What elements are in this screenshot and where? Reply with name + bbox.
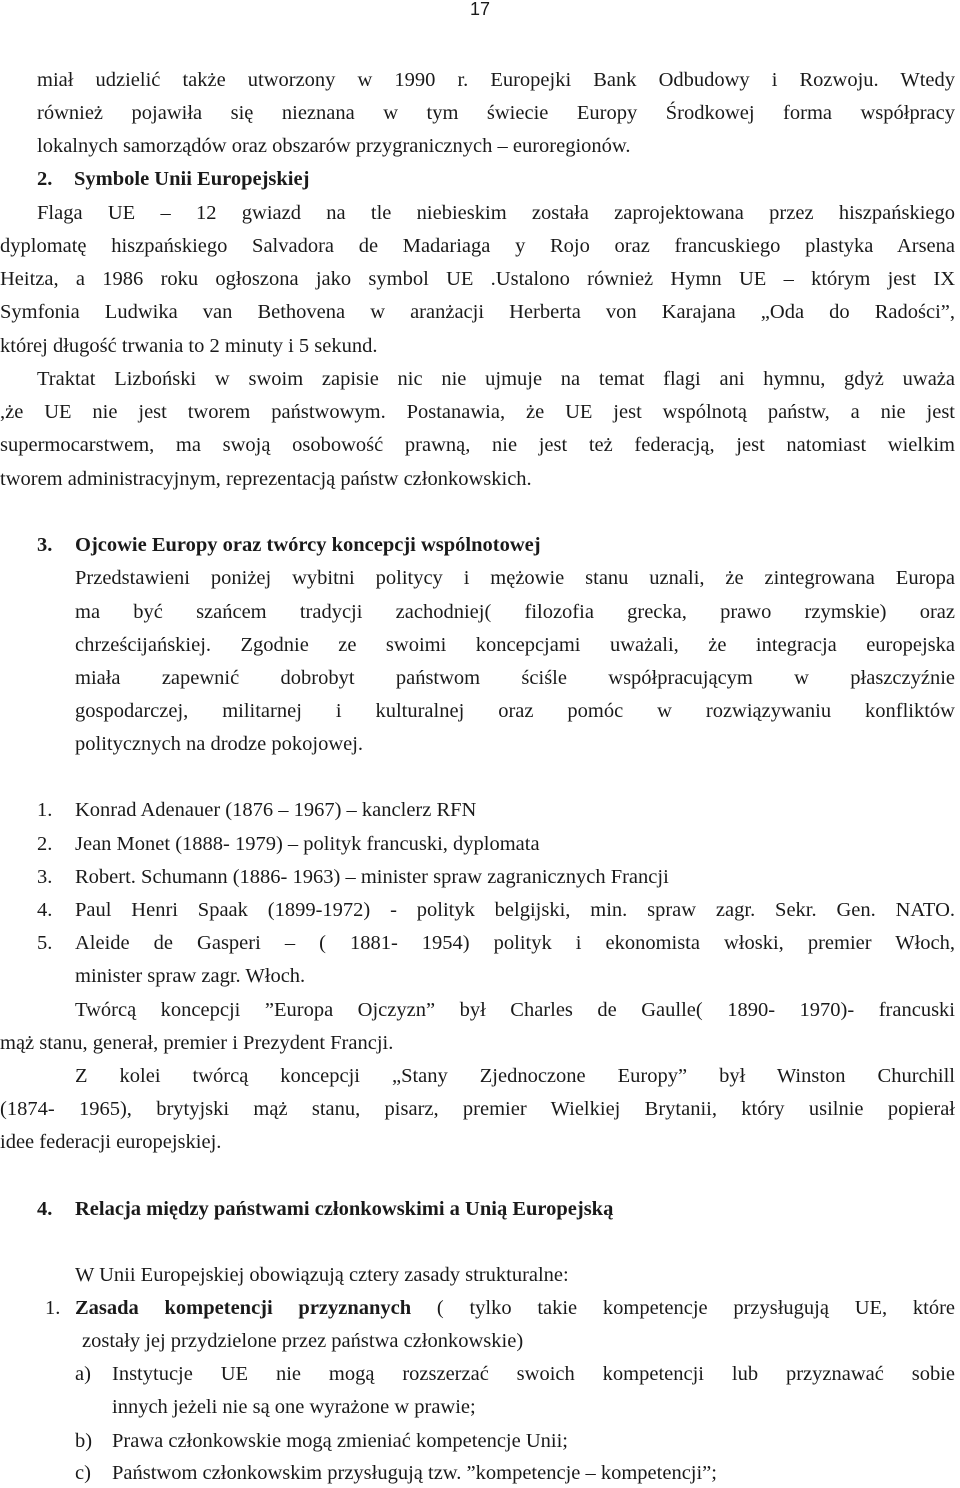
text-line: Z kolei twórcą koncepcji „Stany Zjednoczone Europy” był Winston Churchill (75, 1065, 955, 1087)
text-line: tworem administracyjnym, reprezentacją państw członkowskich. (0, 468, 532, 490)
text-line: dyplomatę hiszpańskiego Salvadora de Madariaga y Rojo oraz francuskiego plastyka Arsena (0, 235, 955, 257)
text-line: politycznych na drodze pokojowej. (75, 733, 364, 755)
text-line: mąż stanu, generał, premier i Prezydent Francji. (0, 1032, 394, 1054)
text-line: Traktat Lizboński w swoim zapisie nic nie ujmuje na temat flagi ani hymnu, gdyż uważa (37, 368, 955, 390)
section-heading: Relacja między państwami członkowskimi a Unią Europejską (75, 1198, 614, 1220)
list-item: Konrad Adenauer (1876 – 1967) – kanclerz RFN (75, 799, 477, 821)
text-line: miał udzielić także utworzony w 1990 r. Europejki Bank Odbudowy i Rozwoju. Wtedy (37, 69, 955, 91)
text-line: również pojawiła się nieznana w tym świecie Europy Środkowej forma współpracy (37, 102, 955, 124)
text-line: gospodarczej, militarnej i kulturalnej oraz pomóc w rozwiązywaniu konfliktów (75, 700, 955, 722)
text-line: W Unii Europejskiej obowiązują cztery zasady strukturalne: (75, 1264, 569, 1286)
list-item-continuation: minister spraw zagr. Włoch. (75, 965, 306, 987)
list-number: 3. (37, 866, 53, 888)
list-number: 4. (37, 899, 53, 921)
text-line: miała zapewnić dobrobyt państwom ściśle współpracującym w płaszczyźnie (75, 667, 955, 689)
text-line: której długość trwania to 2 minuty i 5 sekund. (0, 335, 378, 357)
section-number: 4. (37, 1198, 53, 1220)
sublist-letter: b) (75, 1430, 93, 1452)
sublist-letter: c) (75, 1462, 91, 1484)
list-number: 2. (37, 833, 53, 855)
text-line: idee federacji europejskiej. (0, 1131, 222, 1153)
text-line: chrześcijańskiej. Zgodnie ze swoimi koncepcjami uważali, że integracja europejska (75, 634, 955, 656)
list-number: 1. (45, 1297, 61, 1319)
text-line: Flaga UE – 12 gwiazd na tle niebieskim została zaprojektowana przez hiszpańskiego (37, 202, 955, 224)
sublist-item-continuation: innych jeżeli nie są one wyrażone w prawie; (112, 1396, 476, 1418)
list-item: Aleide de Gasperi – ( 1881- 1954) polityk i ekonomista włoski, premier Włoch, (75, 932, 955, 954)
section-heading: Ojcowie Europy oraz twórcy koncepcji wspólnotowej (75, 534, 541, 556)
list-item-bold: Zasada kompetencji przyznanych (75, 1297, 412, 1319)
text-line: supermocarstwem, ma swoją osobowość prawną, nie jest też federacją, jest natomiast wielkim (0, 434, 955, 456)
text-line: Heitza, a 1986 roku ogłoszona jako symbol UE .Ustalono również Hymn UE – którym jest IX (0, 268, 955, 290)
text-line: Symfonia Ludwika van Bethovena w aranżacji Herberta von Karajana „Oda do Radości”, (0, 301, 955, 323)
list-item: Robert. Schumann (1886- 1963) – minister spraw zagranicznych Francji (75, 866, 669, 888)
sublist-item: Prawa członkowskie mogą zmieniać kompetencje Unii; (112, 1430, 568, 1452)
section-number: 2. (37, 168, 53, 190)
text-line: ,że UE nie jest tworem państwowym. Postanawia, że UE jest wspólnotą państw, a nie jest (0, 401, 955, 423)
section-heading: Symbole Unii Europejskiej (74, 168, 310, 190)
sublist-item: Instytucje UE nie mogą rozszerzać swoich kompetencji lub przyznawać sobie (112, 1363, 955, 1385)
list-item: Jean Monet (1888- 1979) – polityk francuski, dyplomata (75, 833, 540, 855)
section-number: 3. (37, 534, 53, 556)
list-number: 5. (37, 932, 53, 954)
list-item-rest: ( tylko takie kompetencje przysługują UE, które (411, 1297, 955, 1319)
text-line: Twórcą koncepcji ”Europa Ojczyzn” był Charles de Gaulle( 1890- 1970)- francuski (75, 999, 955, 1021)
text-line: lokalnych samorządów oraz obszarów przygranicznych – euroregionów. (37, 135, 631, 157)
text-line: (1874- 1965), brytyjski mąż stanu, pisarz, premier Wielkiej Brytanii, który usilnie popierał (0, 1098, 955, 1120)
list-item-continuation: zostały jej przydzielone przez państwa członkowskie) (82, 1330, 524, 1352)
page-number: 17 (469, 0, 491, 19)
sublist-item: Państwom członkowskim przysługują tzw. ”kompetencje – kompetencji”; (112, 1462, 717, 1484)
list-number: 1. (37, 799, 53, 821)
list-item (75, 1296, 955, 1320)
sublist-letter: a) (75, 1363, 91, 1385)
list-item: Paul Henri Spaak (1899-1972) - polityk belgijski, min. spraw zagr. Sekr. Gen. NATO. (75, 899, 955, 921)
text-line: ma być szańcem tradycji zachodniej( filozofia grecka, prawo rzymskie) oraz (75, 601, 955, 623)
text-line: Przedstawieni poniżej wybitni politycy i mężowie stanu uznali, że zintegrowana Europa (75, 567, 955, 589)
